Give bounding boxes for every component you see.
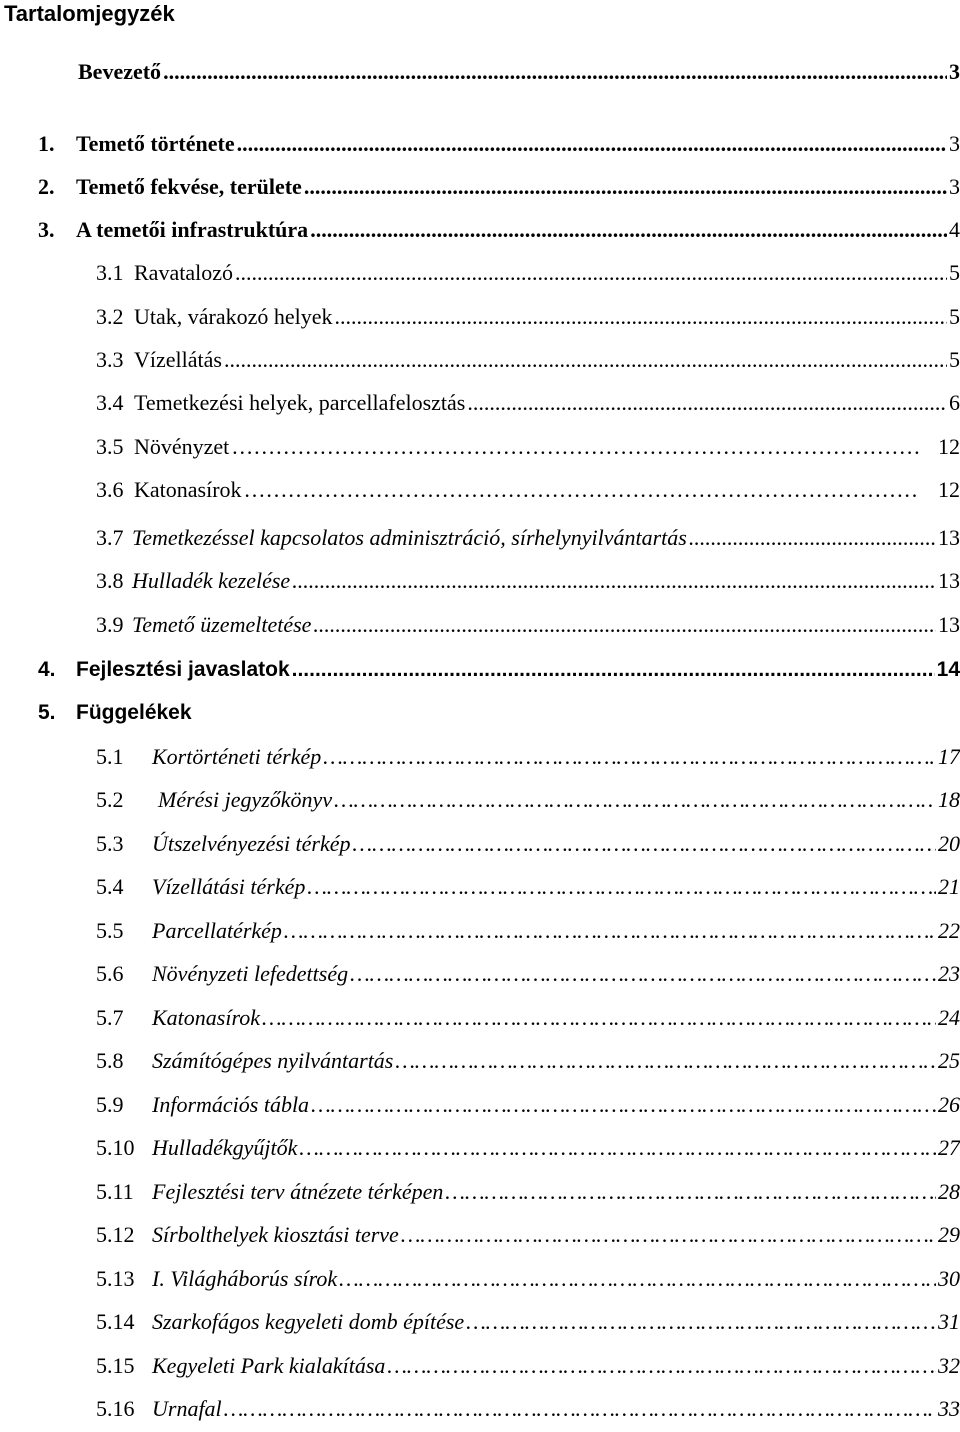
toc-entry-page: 5 bbox=[949, 304, 960, 329]
toc-entry-number: 5.11 bbox=[96, 1179, 134, 1204]
toc-entry-5-10[interactable] bbox=[96, 1132, 960, 1164]
toc-entry-number: 4. bbox=[38, 658, 56, 681]
toc-entry-3-4[interactable] bbox=[96, 387, 960, 419]
toc-entry-3-1[interactable] bbox=[96, 257, 960, 289]
toc-entry-label: Utak, várakozó helyek bbox=[134, 304, 333, 329]
toc-entry-number: 5.3 bbox=[96, 831, 124, 856]
toc-entry-number: 3.8 bbox=[96, 568, 124, 593]
toc-entry-page: 25 bbox=[938, 1048, 960, 1073]
toc-entry-number: 3. bbox=[38, 217, 55, 242]
toc-title: Tartalomjegyzék bbox=[4, 1, 175, 26]
dot-leader bbox=[350, 958, 936, 990]
dot-leader bbox=[231, 431, 920, 463]
toc-entry-number: 5.1 bbox=[96, 744, 124, 769]
toc-entry-number: 3.9 bbox=[96, 612, 124, 637]
toc-entry-label: Temető üzemeltetése bbox=[132, 612, 312, 637]
toc-entry-page: 32 bbox=[938, 1353, 960, 1378]
toc-entry-label: Bevezető bbox=[78, 59, 162, 84]
toc-entry-label: Hulladékgyűjtők bbox=[152, 1135, 298, 1160]
toc-entry-number: 5.5 bbox=[96, 918, 124, 943]
toc-entry-page: 30 bbox=[938, 1266, 960, 1291]
toc-entry-page: 20 bbox=[938, 831, 960, 856]
toc-entry-page: 29 bbox=[938, 1222, 960, 1247]
dot-leader bbox=[292, 565, 936, 597]
toc-entry-5-3[interactable] bbox=[96, 828, 960, 860]
dot-leader bbox=[339, 1263, 936, 1295]
toc-entry-page: 6 bbox=[949, 390, 960, 415]
toc-entry-label: Temetkezéssel kapcsolatos adminisztráció, sírhelynyilvántartás bbox=[132, 525, 687, 550]
toc-entry-number: 5.16 bbox=[96, 1396, 135, 1421]
toc-entry-label: Fejlesztési javaslatok bbox=[76, 658, 290, 681]
toc-entry-5-12[interactable] bbox=[96, 1219, 960, 1251]
dot-leader bbox=[235, 257, 947, 289]
toc-entry-5-15[interactable] bbox=[96, 1350, 960, 1382]
toc-entry-label: Kegyeleti Park kialakítása bbox=[152, 1353, 386, 1378]
toc-entry-page: 3 bbox=[949, 131, 960, 156]
toc-entry-3-5[interactable] bbox=[96, 431, 960, 463]
toc-entry-label: Növényzet bbox=[134, 434, 230, 459]
dot-leader bbox=[689, 522, 936, 554]
toc-entry-5-5[interactable] bbox=[96, 915, 960, 947]
toc-entry-number: 3.4 bbox=[96, 390, 124, 415]
toc-entry-number: 5. bbox=[38, 701, 56, 724]
toc-entry-bevezeto[interactable] bbox=[78, 56, 960, 88]
toc-entry-number: 3.2 bbox=[96, 304, 124, 329]
toc-entry-3-7[interactable] bbox=[96, 522, 960, 554]
toc-entry-number: 5.13 bbox=[96, 1266, 135, 1291]
toc-entry-number: 5.9 bbox=[96, 1092, 124, 1117]
toc-entry-number: 5.2 bbox=[96, 787, 124, 812]
dot-leader bbox=[323, 741, 936, 773]
dot-leader bbox=[299, 1132, 936, 1164]
toc-entry-page: 27 bbox=[938, 1135, 960, 1160]
toc-entry-page: 23 bbox=[938, 961, 960, 986]
toc-entry-3-6[interactable] bbox=[96, 474, 960, 506]
toc-entry-number: 5.10 bbox=[96, 1135, 135, 1160]
dot-leader bbox=[445, 1176, 936, 1208]
toc-entry-label: Hulladék kezelése bbox=[132, 568, 291, 593]
dot-leader bbox=[313, 609, 936, 641]
dot-leader bbox=[466, 1306, 936, 1338]
toc-entry-label: Temető fekvése, területe bbox=[76, 174, 302, 199]
toc-entry-label: Függelékek bbox=[76, 701, 192, 724]
dot-leader bbox=[335, 301, 947, 333]
toc-entry-5-6[interactable] bbox=[96, 958, 960, 990]
toc-entry-number: 3.7 bbox=[96, 525, 124, 550]
toc-entry-label: Katonasírok bbox=[134, 477, 242, 502]
toc-entry-3[interactable] bbox=[38, 214, 960, 246]
toc-entry-number: 3.6 bbox=[96, 477, 124, 502]
toc-entry-number: 3.1 bbox=[96, 260, 124, 285]
toc-entry-page: 26 bbox=[938, 1092, 960, 1117]
toc-entry-5-8[interactable] bbox=[96, 1045, 960, 1077]
toc-entry-page: 3 bbox=[949, 174, 960, 199]
toc-entry-5-14[interactable] bbox=[96, 1306, 960, 1338]
dot-leader bbox=[310, 214, 947, 246]
dot-leader bbox=[401, 1219, 936, 1251]
toc-entry-number: 5.6 bbox=[96, 961, 124, 986]
dot-leader bbox=[224, 344, 947, 376]
toc-entry-label: Vízellátás bbox=[134, 347, 222, 372]
toc-entry-label: Információs tábla bbox=[152, 1092, 310, 1117]
toc-entry-page: 12 bbox=[938, 477, 960, 502]
toc-entry-5[interactable] bbox=[38, 697, 192, 729]
dot-leader bbox=[237, 128, 947, 160]
toc-entry-3-3[interactable] bbox=[96, 344, 960, 376]
toc-entry-page: 18 bbox=[938, 787, 960, 812]
toc-entry-label: Útszelvényezési térkép bbox=[152, 831, 351, 856]
toc-entry-label: Temetkezési helyek, parcellafelosztás bbox=[134, 390, 466, 415]
toc-entry-number: 2. bbox=[38, 174, 55, 199]
toc-entry-5-4[interactable] bbox=[96, 871, 960, 903]
toc-entry-number: 5.8 bbox=[96, 1048, 124, 1073]
toc-entry-label: Fejlesztési terv átnézete térképen bbox=[152, 1179, 444, 1204]
toc-entry-page: 21 bbox=[938, 874, 960, 899]
toc-entry-5-13[interactable] bbox=[96, 1263, 960, 1295]
toc-entry-page: 14 bbox=[936, 658, 960, 681]
toc-entry-5-2[interactable] bbox=[96, 784, 960, 816]
dot-leader bbox=[353, 828, 936, 860]
toc-entry-page: 4 bbox=[949, 217, 960, 242]
toc-entry-2[interactable] bbox=[38, 171, 960, 203]
dot-leader bbox=[307, 871, 936, 903]
toc-entry-page: 28 bbox=[938, 1179, 960, 1204]
toc-entry-page: 3 bbox=[949, 59, 960, 84]
toc-entry-label: A temetői infrastruktúra bbox=[76, 217, 309, 242]
dot-leader bbox=[334, 784, 936, 816]
toc-entry-page: 22 bbox=[938, 918, 960, 943]
dot-leader bbox=[163, 56, 947, 88]
toc-entry-5-7[interactable] bbox=[96, 1002, 960, 1034]
toc-entry-label: Mérési jegyzőkönyv bbox=[158, 787, 333, 812]
toc-entry-number: 3.5 bbox=[96, 434, 124, 459]
toc-entry-5-9[interactable] bbox=[96, 1089, 960, 1121]
toc-entry-number: 5.4 bbox=[96, 874, 124, 899]
toc-entry-number: 5.12 bbox=[96, 1222, 135, 1247]
toc-entry-3-9[interactable] bbox=[96, 609, 960, 641]
toc-entry-page: 24 bbox=[938, 1005, 960, 1030]
toc-entry-label: Temető története bbox=[76, 131, 235, 156]
toc-entry-page: 5 bbox=[949, 260, 960, 285]
toc-entry-label: I. Világháborús sírok bbox=[152, 1266, 338, 1291]
toc-entry-4[interactable] bbox=[38, 654, 960, 686]
toc-entry-1[interactable] bbox=[38, 128, 960, 160]
dot-leader bbox=[284, 915, 936, 947]
dot-leader bbox=[304, 171, 947, 203]
toc-entry-page: 5 bbox=[949, 347, 960, 372]
toc-entry-number: 5.14 bbox=[96, 1309, 135, 1334]
toc-entry-label: Parcellatérkép bbox=[152, 918, 282, 943]
toc-entry-label: Kortörténeti térkép bbox=[152, 744, 322, 769]
toc-entry-page: 12 bbox=[938, 434, 960, 459]
toc-entry-page: 31 bbox=[938, 1309, 960, 1334]
toc-entry-page: 13 bbox=[938, 612, 960, 637]
toc-entry-5-1[interactable] bbox=[96, 741, 960, 773]
dot-leader bbox=[262, 1002, 936, 1034]
toc-entry-page: 13 bbox=[938, 525, 960, 550]
toc-entry-3-2[interactable] bbox=[96, 301, 960, 333]
toc-entry-number: 5.15 bbox=[96, 1353, 135, 1378]
toc-entry-number: 5.7 bbox=[96, 1005, 124, 1030]
dot-leader bbox=[395, 1045, 936, 1077]
toc-entry-5-16[interactable] bbox=[96, 1393, 960, 1425]
toc-entry-label: Szarkofágos kegyeleti domb építése bbox=[152, 1309, 465, 1334]
toc-entry-label: Urnafal bbox=[152, 1396, 222, 1421]
dot-leader bbox=[292, 654, 935, 686]
toc-entry-3-8[interactable] bbox=[96, 565, 960, 597]
dot-leader bbox=[387, 1350, 936, 1382]
dot-leader bbox=[244, 474, 920, 506]
toc-entry-5-11[interactable] bbox=[96, 1176, 960, 1208]
toc-entry-page: 13 bbox=[938, 568, 960, 593]
toc-entry-label: Számítógépes nyilvántartás bbox=[152, 1048, 394, 1073]
toc-entry-label: Növényzeti lefedettség bbox=[152, 961, 349, 986]
toc-entry-label: Ravatalozó bbox=[134, 260, 233, 285]
toc-entry-label: Sírbolthelyek kiosztási terve bbox=[152, 1222, 399, 1247]
dot-leader bbox=[311, 1089, 936, 1121]
toc-entry-label: Vízellátási térkép bbox=[152, 874, 306, 899]
toc-entry-number: 1. bbox=[38, 131, 55, 156]
toc-entry-page: 17 bbox=[938, 744, 960, 769]
toc-entry-page: 33 bbox=[938, 1396, 960, 1421]
toc-entry-label: Katonasírok bbox=[152, 1005, 260, 1030]
dot-leader bbox=[224, 1393, 936, 1425]
toc-entry-number: 3.3 bbox=[96, 347, 124, 372]
dot-leader bbox=[467, 387, 947, 419]
